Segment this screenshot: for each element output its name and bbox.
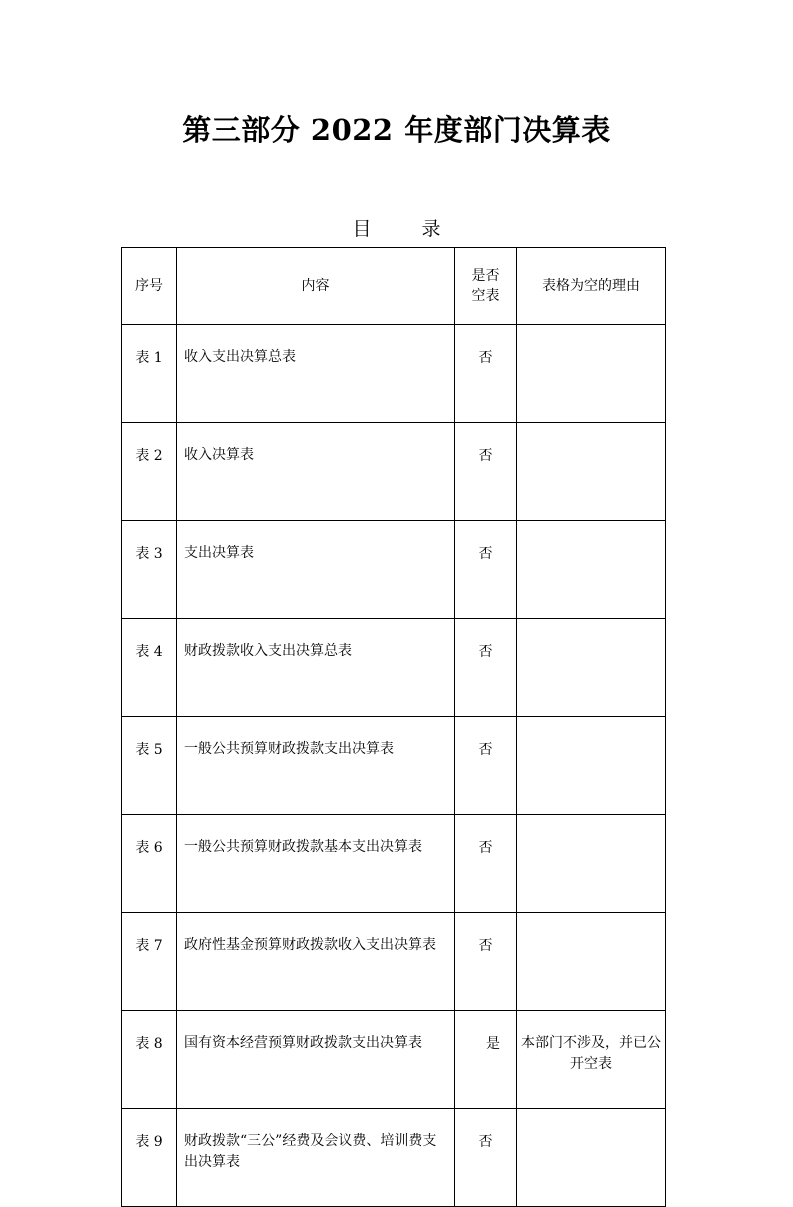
row-content: 支出决算表 [177,521,455,619]
row-content: 一般公共预算财政拨款支出决算表 [177,717,455,815]
row-no: 表 9 [122,1109,177,1207]
table-row [122,1109,666,1207]
row-no: 表 3 [122,521,177,619]
row-no: 表 1 [122,325,177,423]
table-row [122,717,666,815]
row-no: 表 2 [122,423,177,521]
table-row [122,325,666,423]
row-reason [517,325,666,423]
row-is-empty: 否 [455,423,517,521]
page-title: 第三部分 2022 年度部门决算表 [182,113,611,147]
table-row [122,521,666,619]
toc-heading: 目 录 [352,218,463,240]
row-no: 表 4 [122,619,177,717]
row-reason [517,521,666,619]
row-reason [517,717,666,815]
row-no: 表 8 [122,1011,177,1109]
row-content: 收入支出决算总表 [177,325,455,423]
row-content: 收入决算表 [177,423,455,521]
row-is-empty: 否 [455,1109,517,1207]
row-content: 国有资本经营预算财政拨款支出决算表 [177,1011,455,1109]
table-row [122,619,666,717]
header-reason: 表格为空的理由 [517,248,666,325]
row-reason [517,1109,666,1207]
row-reason [517,913,666,1011]
row-no: 表 5 [122,717,177,815]
row-no: 表 6 [122,815,177,913]
row-is-empty: 否 [455,619,517,717]
table-row [122,913,666,1011]
row-reason [517,619,666,717]
table-row [122,423,666,521]
row-is-empty: 否 [455,325,517,423]
row-is-empty: 是 [455,1011,517,1109]
row-is-empty: 否 [455,913,517,1011]
row-content: 政府性基金预算财政拨款收入支出决算表 [177,913,455,1011]
row-content: 财政拨款收入支出决算总表 [177,619,455,717]
row-content: 财政拨款“三公”经费及会议费、培训费支出决算表 [177,1109,455,1207]
row-reason [517,423,666,521]
row-reason: 本部门不涉及，并已公开空表 [517,1011,666,1109]
row-no: 表 7 [122,913,177,1011]
header-no: 序号 [122,248,177,325]
table-row [122,815,666,913]
row-is-empty: 否 [455,521,517,619]
row-is-empty: 否 [455,815,517,913]
row-reason [517,815,666,913]
row-is-empty: 否 [455,717,517,815]
header-is-empty: 是否空表 [455,248,517,325]
toc-table [121,247,666,1207]
header-content: 内容 [177,248,455,325]
header-row [122,248,666,325]
row-content: 一般公共预算财政拨款基本支出决算表 [177,815,455,913]
table-row [122,1011,666,1109]
